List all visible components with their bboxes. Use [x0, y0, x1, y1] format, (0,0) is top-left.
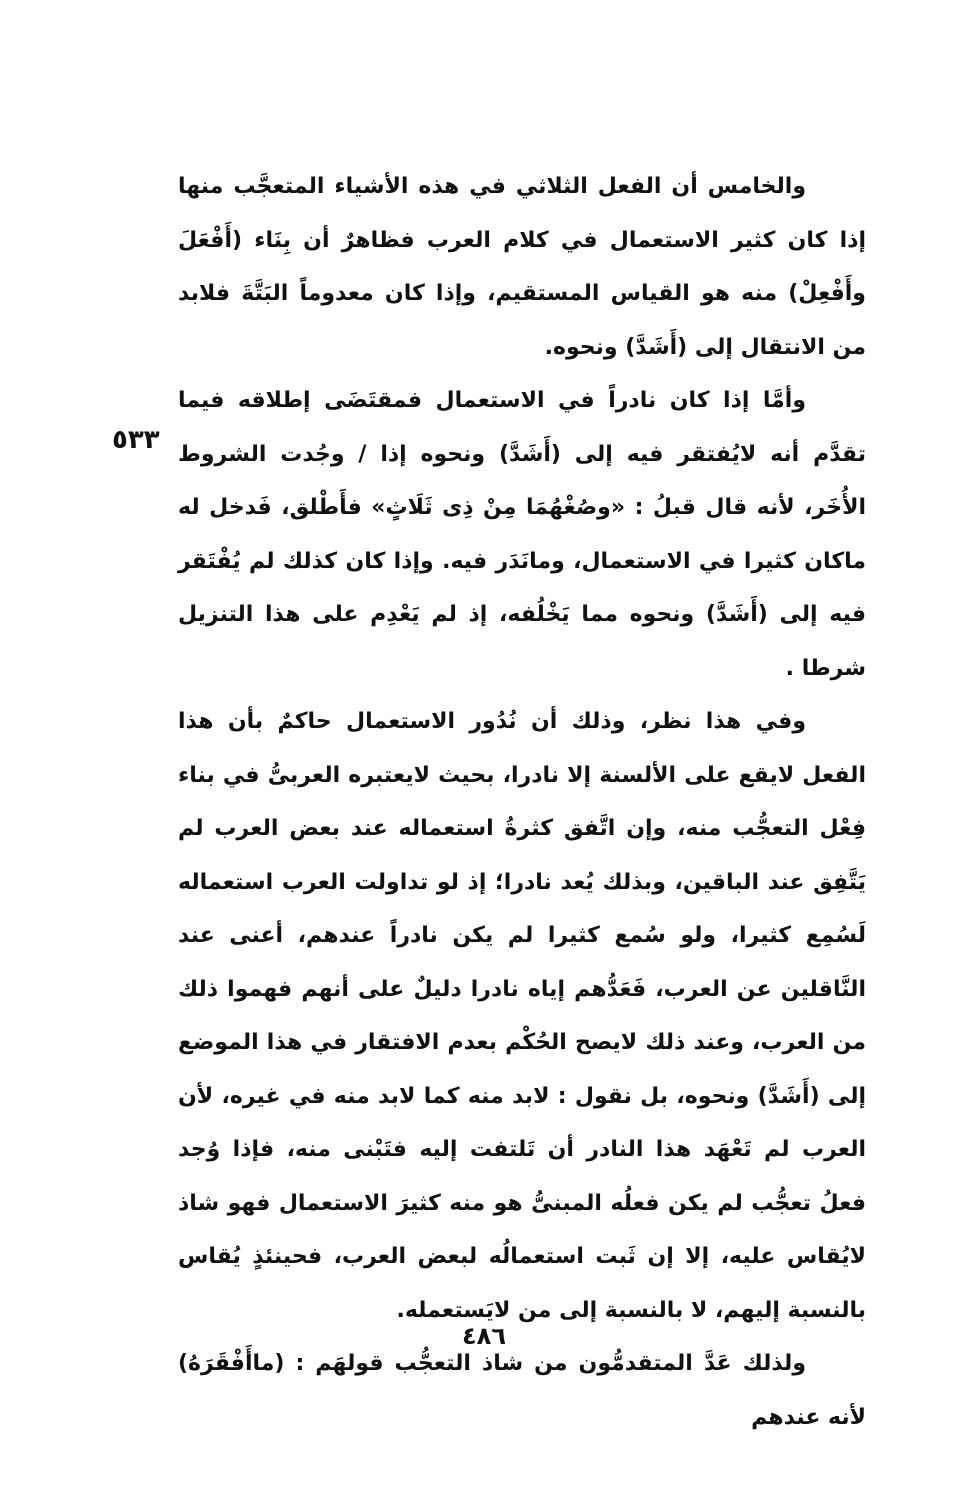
margin-folio-number: ٥٣٣	[112, 425, 160, 455]
paragraph-3: وفي هذا نظر، وذلك أن نُدُور الاستعمال حاكمٌ بأن هذا الفعل لايقع على الألسنة إلا نادرا، بحيث لايعتبره العربىُّ في بناء فِعْل التعجُّب منه، وإن اتَّفق كثرةُ استعماله عند بعض العرب لم يَتَّفِق عند الباقين، وبذلك يُعد نادرا؛ إذ لو تداولت العرب استعماله لَسُمِع كثيرا، ولو سُمع كثيرا لم يكن نادراً عندهم، أعنى عند النَّاقلين عن العرب، فَعَدُّهم إياه نادرا دليلٌ على أنهم فهموا ذلك من العرب، وعند ذلك لايصح الحُكْم بعدم الافتقار في هذا الموضع إلى (أَشَدَّ) ونحوه، بل نقول : لابد منه كما لابد منه في غيره، لأن العرب لم تَعْهَد هذا النادر أن تَلتفت إليه فتَبْنى منه، فإذا وُجد فعلُ تعجُّب لم يكن فعلُه المبنىُّ هو منه كثيرَ الاستعمال فهو شاذ لايُقاس عليه، إلا إن ثَبت استعمالُه لبعض العرب، فحينئذٍ يُقاس بالنسبة إليهم، لا بالنسبة إلى من لايَستعمله.	[178, 709, 866, 1323]
main-text	[178, 160, 866, 1444]
paragraph-1: والخامس أن الفعل الثلاثي في هذه الأشياء المتعجَّب منها إذا كان كثير الاستعمال في كلام العرب فظاهرٌ أن بِنَاء (أَفْعَلَ وأَفْعِلْ) منه هو القياس المستقيم، وإذا كان معدوماً البَتَّةَ فلابد من الانتقال إلى (أَشَدَّ) ونحوه.	[178, 174, 866, 360]
paragraph-4: ولذلك عَدَّ المتقدمُّون من شاذ التعجُّب قولهَم : (ماأَفْقَرَهُ) لأنه عندهم	[178, 1351, 866, 1430]
paragraph-2: وأمَّا إذا كان نادراً في الاستعمال فمقتَضَى إطلاقه فيما تقدَّم أنه لايُفتقر فيه إلى (أَشَدَّ) ونحوه إذا / وجُدت الشروط الأُخَر، لأنه قال قبلُ : «وصُغْهُمَا مِنْ ذِى ثَلَاثٍ» فأَطْلق، فَدخل له ماكان كثيرا في الاستعمال، ومانَدَر فيه. وإذا كان كذلك لم يُفْتَقر فيه إلى (أَشَدَّ) ونحوه مما يَخْلُفه، إذ لم يَعْدِم على هذا التنزيل شرطا .	[178, 388, 866, 681]
page-number: ٤٨٦	[462, 1322, 506, 1350]
